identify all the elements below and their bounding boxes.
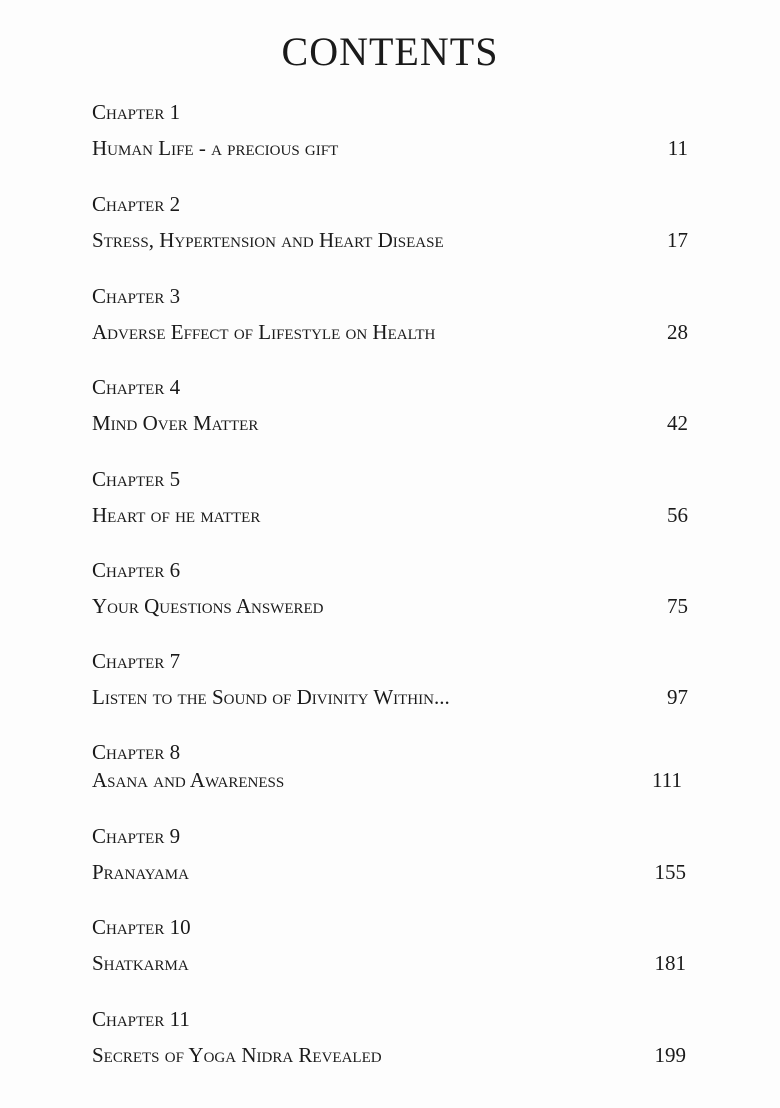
toc-entry-2 xyxy=(92,192,688,252)
page-number: 17 xyxy=(667,228,688,252)
chapter-label: Chapter 2 xyxy=(92,192,181,216)
toc-entry-4 xyxy=(92,375,688,435)
page-number: 11 xyxy=(667,136,688,160)
chapter-label: Chapter 10 xyxy=(92,915,191,939)
toc-entry-3 xyxy=(92,284,688,344)
chapter-title: Stress, Hypertension and Heart Disease xyxy=(92,228,444,252)
chapter-label: Chapter 3 xyxy=(92,284,181,308)
chapter-label: Chapter 11 xyxy=(92,1007,190,1031)
chapter-title: Listen to the Sound of Divinity Within... xyxy=(92,685,450,709)
chapter-title: Pranayama xyxy=(92,860,189,884)
toc-entry-6 xyxy=(92,558,688,618)
page-number: 75 xyxy=(667,594,688,618)
toc-entry-1 xyxy=(92,100,688,160)
chapter-title: Human Life - a precious gift xyxy=(92,136,339,160)
chapter-title: Heart of he matter xyxy=(92,503,261,527)
toc-entry-9 xyxy=(92,824,688,884)
chapter-label: Chapter 5 xyxy=(92,467,181,491)
toc-entry-8 xyxy=(92,740,688,800)
page-number: 199 xyxy=(654,1043,686,1067)
chapter-title: Shatkarma xyxy=(92,951,189,975)
chapter-label: Chapter 7 xyxy=(92,649,181,673)
chapter-label: Chapter 4 xyxy=(92,375,181,399)
page-title: CONTENTS xyxy=(281,29,499,74)
page-number: 97 xyxy=(667,685,688,709)
chapter-label: Chapter 1 xyxy=(92,100,181,124)
toc-entry-10 xyxy=(92,915,688,975)
page-number: 28 xyxy=(667,320,688,344)
page-number: 56 xyxy=(667,503,688,527)
toc-entry-7 xyxy=(92,649,688,709)
toc-entry-5 xyxy=(92,467,688,527)
page-number: 155 xyxy=(654,860,686,884)
chapter-title: Secrets of Yoga Nidra Revealed xyxy=(92,1043,382,1067)
toc-entry-11 xyxy=(92,1007,688,1067)
chapter-title: Adverse Effect of Lifestyle on Health xyxy=(92,320,436,344)
page-number: 42 xyxy=(667,411,688,435)
page-number: 181 xyxy=(654,951,686,975)
chapter-label: Chapter 9 xyxy=(92,824,181,848)
chapter-title: Asana and Awareness xyxy=(92,768,285,792)
chapter-label: Chapter 6 xyxy=(92,558,181,582)
chapter-title: Mind Over Matter xyxy=(92,411,259,435)
chapter-title: Your Questions Answered xyxy=(92,594,324,618)
page-number: 111 xyxy=(652,768,682,792)
chapter-label: Chapter 8 xyxy=(92,740,181,764)
